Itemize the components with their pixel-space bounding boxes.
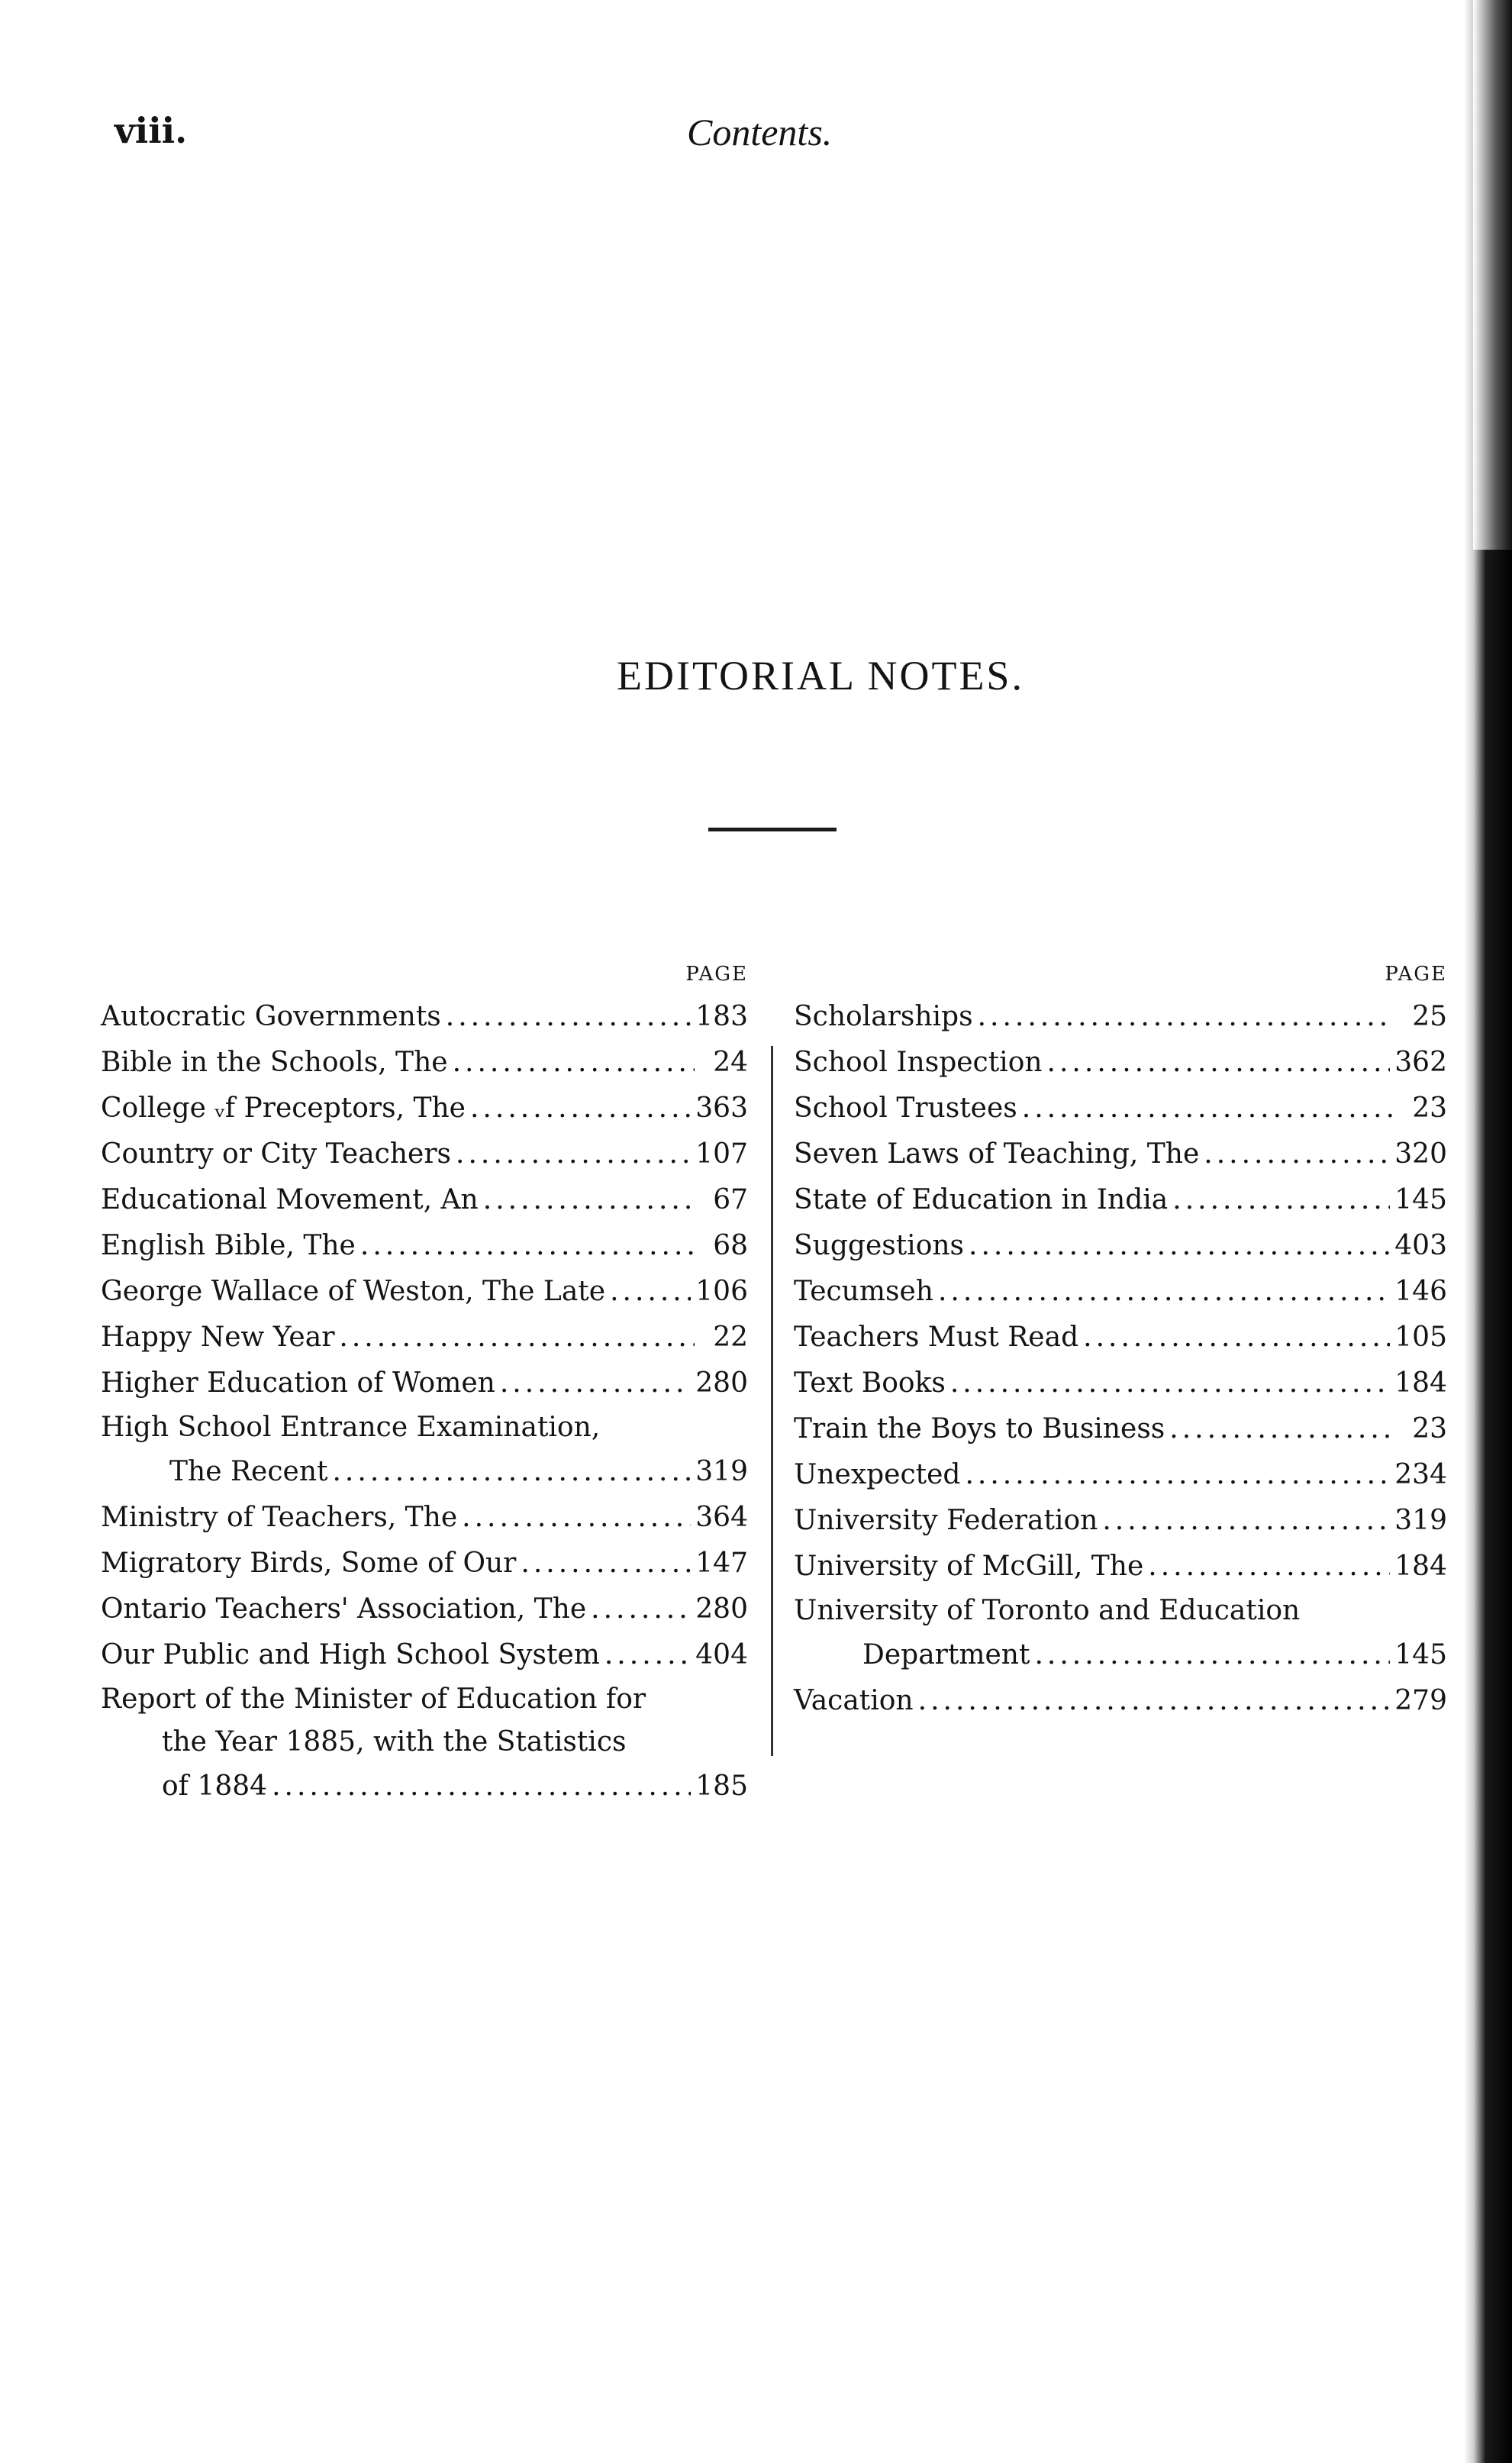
- running-title: Contents.: [687, 111, 833, 153]
- index-entry: [101, 1177, 748, 1223]
- entry-title: Tecumseh: [794, 1276, 933, 1307]
- entry-title: Seven Laws of Teaching, The: [794, 1138, 1200, 1170]
- index-entry: [794, 1361, 1447, 1406]
- section-heading: EDITORIAL NOTES.: [617, 653, 1024, 699]
- entry-page: 234: [1394, 1459, 1447, 1490]
- dot-leader: [470, 1086, 691, 1131]
- entry-title: Ministry of Teachers, The: [101, 1502, 458, 1533]
- entry-title: Text Books: [794, 1367, 946, 1399]
- entry-title: School Inspection: [794, 1047, 1043, 1078]
- dot-leader: [1102, 1498, 1390, 1544]
- index-entry: [794, 1269, 1447, 1315]
- section-divider: [708, 828, 837, 831]
- dot-leader: [483, 1177, 695, 1223]
- entry-page: 319: [695, 1456, 748, 1487]
- entry-page: 403: [1394, 1230, 1447, 1261]
- entry-page: 184: [1394, 1551, 1447, 1582]
- entry-page: 25: [1412, 1001, 1447, 1032]
- index-entry: [101, 1269, 748, 1315]
- entry-page: 23: [1412, 1093, 1447, 1124]
- entry-title: Unexpected: [794, 1459, 961, 1490]
- entry-title: University Federation: [794, 1505, 1098, 1536]
- entry-title: Train the Boys to Business: [794, 1413, 1165, 1445]
- entry-title: Autocratic Governments: [101, 1001, 441, 1032]
- dot-leader: [332, 1449, 691, 1495]
- entry-title: Country or City Teachers: [101, 1138, 451, 1170]
- entry-page: 280: [695, 1367, 748, 1399]
- column-divider: [771, 1046, 773, 1756]
- entry-title: Educational Movement, An: [101, 1184, 479, 1215]
- entry-page: 184: [1394, 1367, 1447, 1399]
- entry-title: College ᵥf Preceptors, The: [101, 1093, 466, 1124]
- entry-title: Scholarships: [794, 1001, 973, 1032]
- dot-leader: [1022, 1086, 1394, 1131]
- dot-leader: [360, 1223, 695, 1269]
- entry-title: University of McGill, The: [794, 1551, 1144, 1582]
- index-entry: [794, 1177, 1447, 1223]
- entry-title: Higher Education of Women: [101, 1367, 495, 1399]
- index-entry: [101, 1587, 748, 1632]
- dot-leader: [969, 1223, 1390, 1269]
- entry-title: Happy New Year: [101, 1322, 335, 1353]
- entry-title: Bible in the Schools, The: [101, 1047, 448, 1078]
- dot-leader: [500, 1361, 691, 1406]
- entry-page: 105: [1394, 1322, 1447, 1353]
- index-entry: [794, 1315, 1447, 1361]
- index-entry: [101, 1361, 748, 1406]
- entry-title: Department: [862, 1639, 1030, 1671]
- index-entry: [794, 1086, 1447, 1131]
- entry-page: 22: [713, 1322, 748, 1353]
- index-entry: [794, 994, 1447, 1040]
- entry-title: University of Toronto and Education: [794, 1595, 1301, 1626]
- entry-title: High School Entrance Examination,: [101, 1412, 601, 1443]
- dot-leader: [1047, 1040, 1391, 1086]
- dot-leader: [456, 1131, 691, 1177]
- entry-page: 147: [695, 1548, 748, 1579]
- index-entry: [101, 994, 748, 1040]
- index-entry: [794, 1632, 1447, 1678]
- entry-title-line: [101, 1406, 748, 1449]
- entry-page: 68: [713, 1230, 748, 1261]
- entry-page: 364: [695, 1502, 748, 1533]
- dot-leader: [1169, 1406, 1394, 1452]
- dot-leader: [938, 1269, 1390, 1315]
- entry-page: 362: [1394, 1047, 1447, 1078]
- index-entry: [794, 1131, 1447, 1177]
- entry-page: 185: [695, 1771, 748, 1802]
- entry-title: the Year 1885, with the Statistics: [162, 1726, 627, 1758]
- entry-page: 24: [713, 1047, 748, 1078]
- entry-page: 67: [713, 1184, 748, 1215]
- entry-page: 183: [695, 1001, 748, 1032]
- index-entry: [101, 1040, 748, 1086]
- dot-leader: [1148, 1544, 1390, 1590]
- dot-leader: [1172, 1177, 1390, 1223]
- index-entry: [794, 1452, 1447, 1498]
- dot-leader: [339, 1315, 695, 1361]
- index-entry: [794, 1678, 1447, 1724]
- dot-leader: [610, 1269, 691, 1315]
- entry-page: 320: [1394, 1138, 1447, 1170]
- index-entry: [794, 1040, 1447, 1086]
- entry-page: 404: [695, 1639, 748, 1671]
- entry-title-line: [794, 1590, 1447, 1632]
- dot-leader: [950, 1361, 1390, 1406]
- dot-leader: [965, 1452, 1390, 1498]
- entry-title: Migratory Birds, Some of Our: [101, 1548, 517, 1579]
- entry-page: 106: [695, 1276, 748, 1307]
- dot-leader: [1204, 1131, 1390, 1177]
- index-entry: [794, 1406, 1447, 1452]
- entry-title: George Wallace of Weston, The Late: [101, 1276, 606, 1307]
- index-column-right: [794, 954, 1447, 1724]
- entry-page: 146: [1394, 1276, 1447, 1307]
- index-entry: [101, 1315, 748, 1361]
- entry-page: 145: [1394, 1184, 1447, 1215]
- index-entry: [101, 1131, 748, 1177]
- index-entry: [101, 1223, 748, 1269]
- dot-leader: [453, 1040, 695, 1086]
- index-entry: [101, 1086, 748, 1131]
- dot-leader: [604, 1632, 691, 1678]
- index-entry: [101, 1632, 748, 1678]
- index-entry: [794, 1223, 1447, 1269]
- entry-title-line: [101, 1721, 748, 1764]
- entry-title: Report of the Minister of Education for: [101, 1683, 646, 1715]
- entry-page: 319: [1394, 1505, 1447, 1536]
- page-edge-shadow-top: [1473, 0, 1512, 550]
- index-entry: [101, 1495, 748, 1541]
- index-entry: [794, 1544, 1447, 1590]
- entry-title: Teachers Must Read: [794, 1322, 1079, 1353]
- entry-title: The Recent: [169, 1456, 328, 1487]
- entry-page: 145: [1394, 1639, 1447, 1671]
- entry-page: 279: [1394, 1685, 1447, 1716]
- page-column-label: PAGE: [1385, 963, 1447, 986]
- entry-title: Ontario Teachers' Association, The: [101, 1593, 587, 1625]
- entry-title: English Bible, The: [101, 1230, 356, 1261]
- entry-title: School Trustees: [794, 1093, 1017, 1124]
- dot-leader: [521, 1541, 691, 1587]
- dot-leader: [446, 994, 692, 1040]
- entry-page: 280: [695, 1593, 748, 1625]
- entry-title: Our Public and High School System: [101, 1639, 600, 1671]
- page-number: viii.: [114, 110, 188, 151]
- entry-page: 23: [1412, 1413, 1447, 1445]
- entry-title-line: [101, 1678, 748, 1721]
- page-column-label: PAGE: [685, 963, 748, 986]
- index-entry: [101, 1449, 748, 1495]
- dot-leader: [918, 1678, 1391, 1724]
- index-entry: [101, 1541, 748, 1587]
- entry-title: State of Education in India: [794, 1184, 1169, 1215]
- dot-leader: [1034, 1632, 1390, 1678]
- dot-leader: [272, 1764, 691, 1809]
- entry-title: Vacation: [794, 1685, 914, 1716]
- index-entry: [794, 1498, 1447, 1544]
- entry-page: 363: [695, 1093, 748, 1124]
- dot-leader: [978, 994, 1394, 1040]
- dot-leader: [462, 1495, 691, 1541]
- index-entry: [101, 1764, 748, 1809]
- entry-title: of 1884: [162, 1771, 268, 1802]
- dot-leader: [591, 1587, 691, 1632]
- dot-leader: [1083, 1315, 1390, 1361]
- entry-title: Suggestions: [794, 1230, 965, 1261]
- entry-page: 107: [695, 1138, 748, 1170]
- index-column-left: [101, 954, 748, 1809]
